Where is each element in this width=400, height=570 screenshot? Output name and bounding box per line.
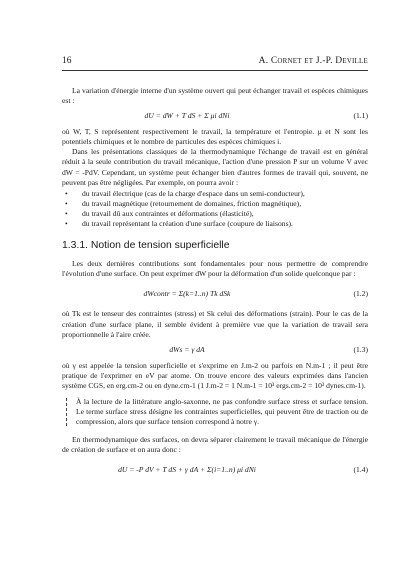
equation-number: (1.4): [353, 465, 368, 475]
note-box: [62, 397, 368, 427]
equation-number: (1.3): [353, 344, 368, 354]
list-item: • du travail représentant la création d'une surface (coupure de liaisons).: [62, 219, 368, 229]
equation-formula: dU = dW + T dS + Σ μi dNi: [144, 111, 230, 121]
equation-formula: dU = -P dV + T dS + γ dA + Σ(i=1..n) μi dNi: [118, 465, 256, 475]
page-number: 16: [62, 56, 72, 66]
equation-1-3: [62, 342, 368, 359]
section-title: 1.3.1. Notion de tension superficielle: [62, 240, 230, 252]
paragraph-thermo: En thermodynamique des surfaces, on devra séparer clairement le travail mécanique de l'énergie de création de surface et on aura donc :: [62, 435, 368, 455]
list-item: • du travail dû aux contraintes et déformations (élasticité),: [62, 209, 368, 219]
equation-1-1: [62, 108, 368, 125]
note-bar: [66, 398, 67, 426]
work-forms-list: [62, 189, 368, 229]
paragraph-surface-tension: où γ est appelée la tension superficielle et s'exprime en J.m-2 ou parfois en N.m-1 ; il peut être pratique de l'exprimer en eV par atome. On trouve encore des valeurs exprimées dans l'ancien système CGS, en erg.cm-2 ou en dyne.cm-1 (1 J.m-2 = 1 N.m-1 = 10³ ergs.cm-2 = 10³ dynes.cm-1).: [62, 360, 368, 390]
page-body: [62, 86, 368, 485]
equation-number: (1.2): [353, 289, 368, 299]
note-text: À la lecture de la littérature anglo-saxonne, ne pas confondre surface stress et surface tension. Le terme surface stress désigne les contraintes superficielles, qui peuvent être de traction ou de compression, alors que surface tension correspond à notre γ.: [76, 396, 368, 427]
equation-1-2: [62, 281, 368, 307]
book-page: [62, 0, 368, 570]
header-authors: A. Cornet et J.-P. Deville: [258, 56, 368, 66]
running-header: [62, 56, 368, 71]
paragraph-stress-strain: où Tk est le tenseur des contraintes (stress) et Sk celui des déformations (strain). Pour le cas de la création d'une surface plane, il semble évident à première vue que la variation de travail sera proportionnelle à l'aire créée.: [62, 309, 368, 339]
list-item: • du travail magnétique (retournement de domaines, friction magnétique),: [62, 199, 368, 209]
paragraph-surface-intro: Les deux dernières contributions sont fondamentales pour nous permettre de comprendre l'évolution d'une surface. On peut exprimer dW pour la déformation d'un solide quelconque par :: [62, 259, 368, 279]
equation-formula: dWs = γ dA: [169, 344, 205, 354]
paragraph-intro: La variation d'énergie interne d'un système ouvert qui peut échanger travail et espèces chimiques est :: [62, 86, 368, 106]
equation-formula: dWcontr = Σ(k=1..n) Tk dSk: [143, 289, 231, 299]
equation-number: (1.1): [353, 111, 368, 121]
paragraph-variables: où W, T, S représentent respectivement le travail, la température et l'entropie. μ et N sont les potentiels chimiques et le nombre de particules des espèces chimiques i.: [62, 127, 368, 147]
paragraph-work-forms: Dans les présentations classiques de la thermodynamique l'échange de travail est en général réduit à la seule contribution du travail mécanique, l'action d'une pression P sur un volume V avec dW = -PdV. Cependant, un système peut échanger bien d'autres formes de travail qui, souvent, ne peuvent pas être négligées. Par exemple, on pourra avoir :: [62, 147, 368, 187]
equation-1-4: [62, 457, 368, 483]
list-item: • du travail électrique (cas de la charge d'espace dans un semi-conducteur),: [62, 189, 368, 199]
